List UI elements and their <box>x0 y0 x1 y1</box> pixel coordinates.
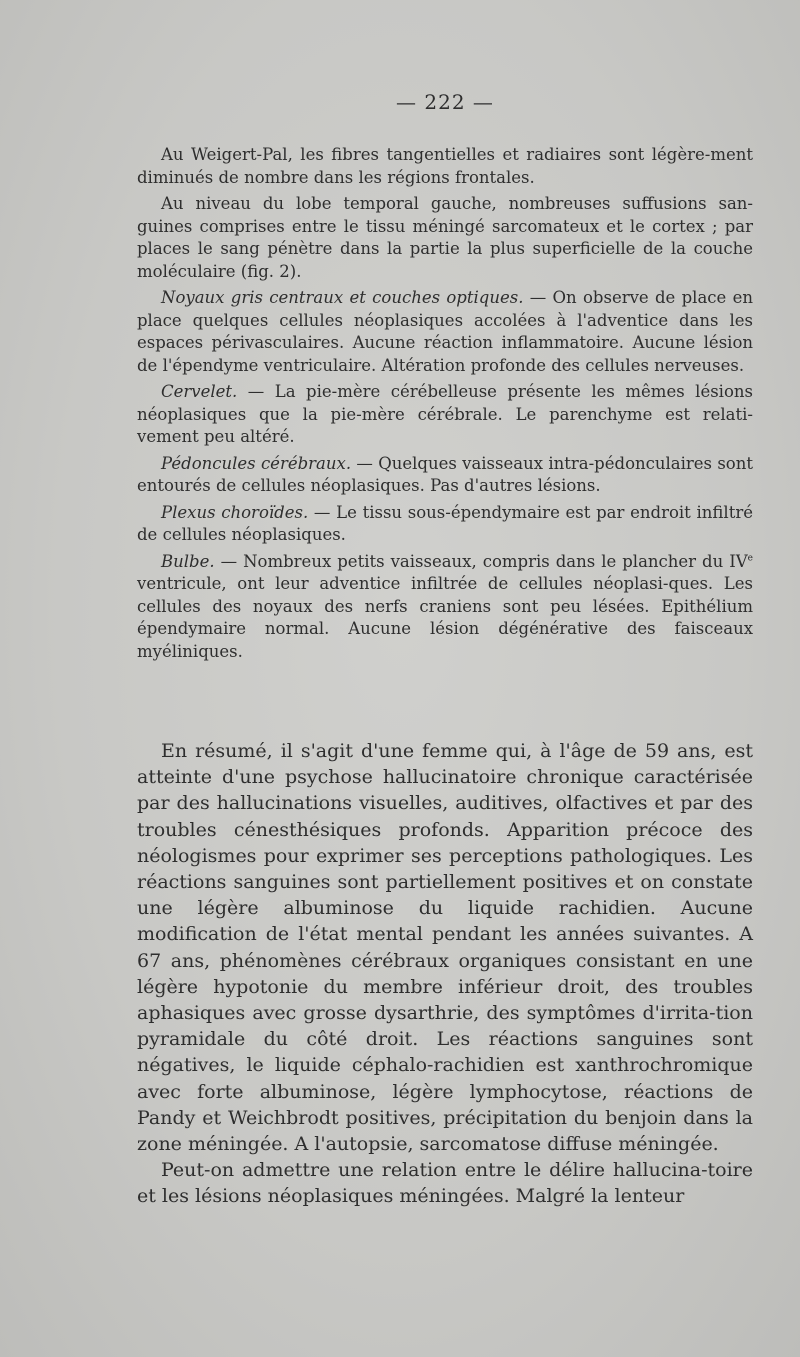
paragraph-text: — Quelques vaisseaux intra-pédonculaires sont entourés de cellules néoplasiques. Pas d'autres lésions. <box>137 453 753 495</box>
paragraph-resume: En résumé, il s'agit d'une femme qui, à l'âge de 59 ans, est atteinte d'une psychose hallucinatoire chronique caractérisée par des hallucinations visuelles, auditives, olfactives et par des troubles cénesthésiques profonds. Apparition précoce des néologismes pour exprimer ses perceptions pathologiques. Les réactions sanguines sont partiellement positives et on constate une légère albuminose du liquide rachidien. Aucune modification de l'état mental pendant les années suivantes. A 67 ans, phénomènes cérébraux organiques consistant en une légère hypotonie du membre inférieur droit, des troubles aphasiques avec grosse dysarthrie, des symptômes d'irrita-tion pyramidale du côté droit. Les réactions sanguines sont négatives, le liquide céphalo-rachidien est xanthrochromique avec forte albuminose, légère lymphocytose, réactions de Pandy et Weichbrodt positives, précipitation du benjoin dans la zone méningée. A l'autopsie, sarcomatose diffuse méningée. <box>137 740 753 1156</box>
paragraph-text: — Le tissu sous-épendymaire est par endroit infiltré de cellules néoplasiques. <box>137 502 753 544</box>
paragraph-lead-heading: Bulbe. <box>161 551 215 571</box>
paragraph-relation: Peut-on admettre une relation entre le délire hallucina-toire et les lésions néoplasiques méningées. Malgré la lenteur <box>137 1159 753 1208</box>
summary-section <box>137 738 753 1210</box>
paragraph-lobe-temporal <box>137 193 753 283</box>
paragraph-text: — On observe de place en place quelques cellules néoplasiques accolées à l'adventice dans les espaces périvasculaires. Aucune réaction inflammatoire. Aucune lésion de l'épendyme ventriculaire. Altération profonde des cellules nerveuses. <box>137 288 753 375</box>
paragraph-plexus <box>137 502 753 547</box>
paragraph-lead-heading: Plexus choroïdes. <box>161 502 309 522</box>
autopsy-findings-section <box>137 144 753 667</box>
paragraph-lead-heading: Pédoncules cérébraux. <box>161 453 352 473</box>
paragraph-text: — La pie-mère cérébelleuse présente les mêmes lésions néoplasiques que la pie-mère cérébrale. Le parenchyme est relati-vement peu altéré. <box>137 382 753 446</box>
paragraph-text: Au niveau du lobe temporal gauche, nombreuses suffusions san-guines comprises entre le tissu méningé sarcomateux et le cortex ; par places le sang pénètre dans la partie la plus superficielle de la couche moléculaire (fig. 2). <box>137 194 753 281</box>
paragraph-text: Au Weigert-Pal, les fibres tangentielles et radiaires sont légère-ment diminués de nombre dans les régions frontales. <box>137 145 753 187</box>
paragraph-pedoncules <box>137 453 753 498</box>
paragraph-text: ventricule, ont leur adventice infiltrée de cellules néoplasi-ques. Les cellules des noyaux des nerfs craniens sont peu lésées. Epithélium épendymaire normal. Aucune lésion dégénérative des faisceaux myéliniques. <box>137 574 753 661</box>
paragraph-bulbe <box>137 551 753 664</box>
paragraph-cervelet <box>137 381 753 449</box>
paragraph-text: — Nombreux petits vaisseaux, compris dans le plancher du IV <box>214 551 748 571</box>
paragraph-weigert-pal <box>137 144 753 189</box>
superscript: e <box>747 553 753 563</box>
paragraph-lead-heading: Cervelet. <box>161 382 238 401</box>
paragraph-noyaux-gris <box>137 287 753 377</box>
page-number: — 222 — <box>396 90 494 114</box>
paragraph-lead-heading: Noyaux gris centraux et couches optiques. <box>161 288 524 307</box>
